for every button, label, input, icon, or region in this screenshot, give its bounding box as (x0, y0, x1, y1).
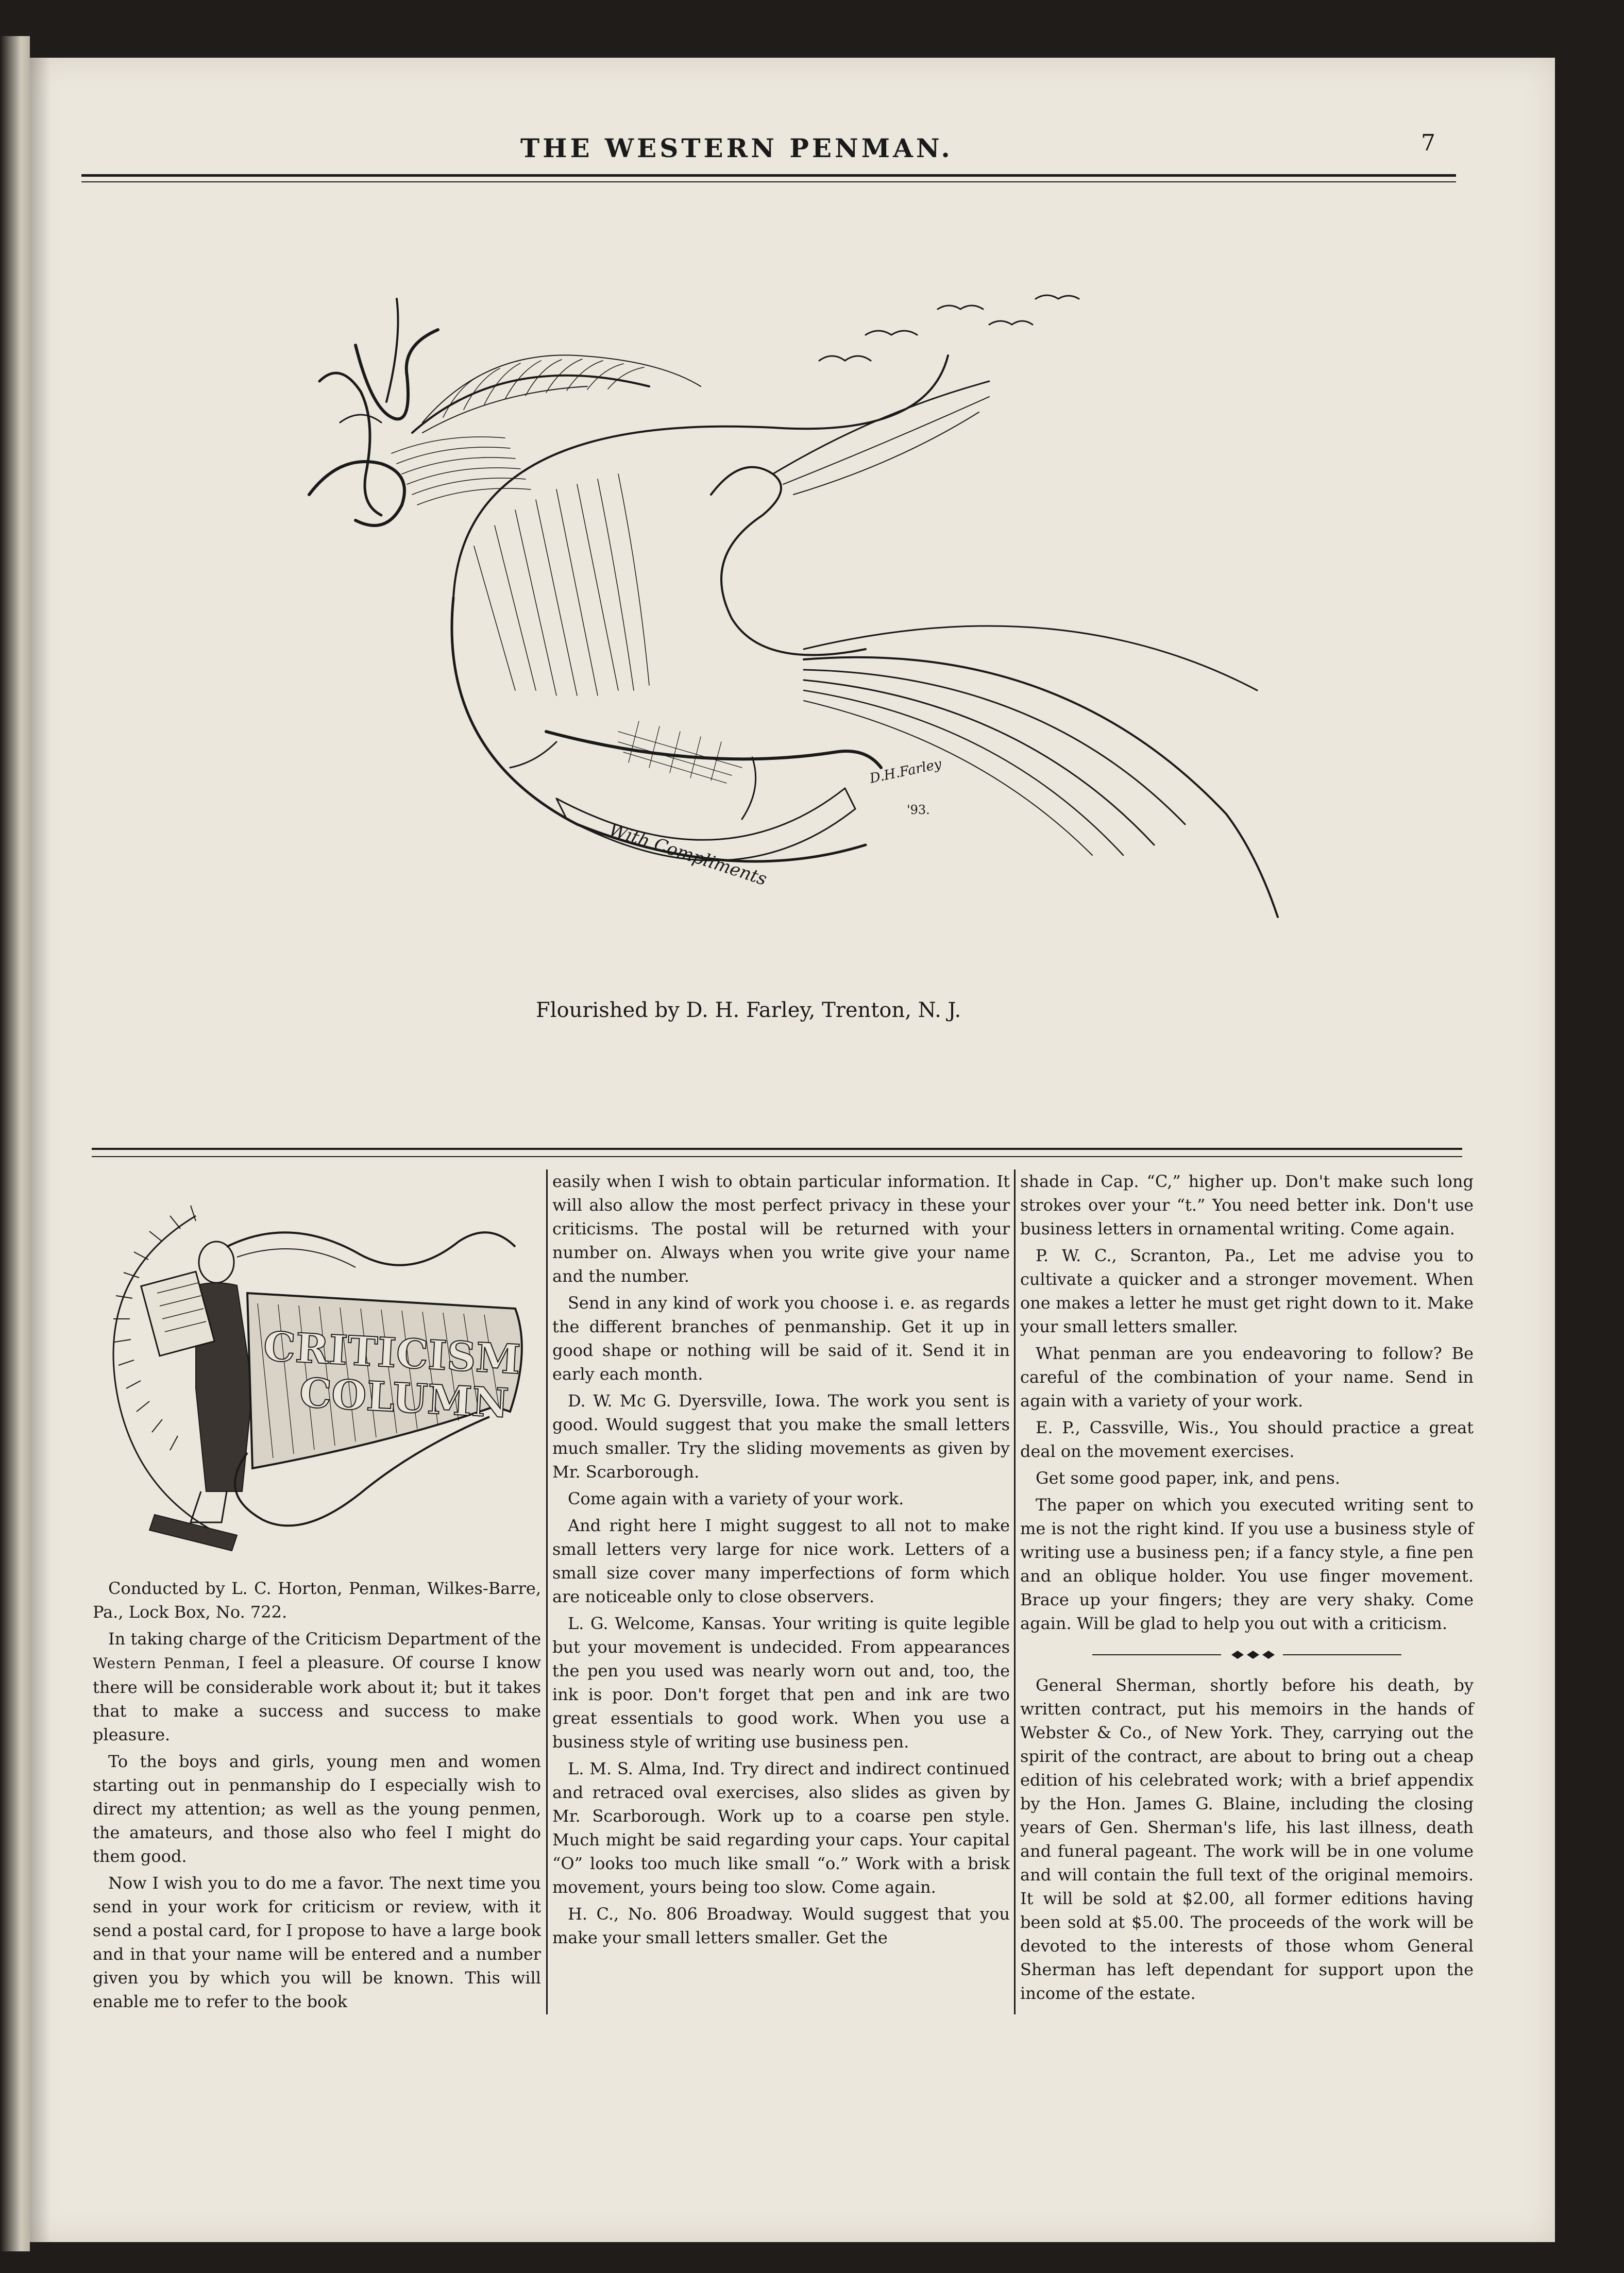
col1-p1: Conducted by L. C. Horton, Penman, Wilkes-Barre, Pa., Lock Box, No. 722. (93, 1579, 541, 1622)
bird-flourish-illustration (289, 278, 1283, 989)
column-divider-1 (546, 1169, 548, 2014)
header-rule-thick (81, 174, 1456, 177)
col3-p3: What penman are you endeavoring to follow? Be careful of the combination of your name. Send in again with a variety of your work. (1020, 1344, 1474, 1411)
criticism-column-logo (93, 1185, 536, 1561)
page-number: 7 (1421, 130, 1435, 156)
header-title: THE WESTERN PENMAN. (520, 133, 953, 163)
banner-text: With Compliments (606, 819, 770, 890)
col1-p2-pre: In taking charge of the Criticism Department of the (108, 1629, 541, 1649)
col1-p4: Now I wish you to do me a favor. The next time you send in your work for criticism or review, with it send a postal card, for I propose to have a large book and in that your name will be entered and a number given you by which you will be known. This will enable me to refer to the book (93, 1873, 541, 2011)
column-2 (552, 1169, 1010, 1953)
column-divider-2 (1014, 1169, 1016, 2014)
artist-signature: D.H.Farley (868, 756, 943, 787)
col2-p5: And right here I might suggest to all not to make small letters very large for nice work. Letters of a small size cover many imperfections of form which are noticeable only to close observers. (552, 1516, 1010, 1606)
col3-p4: E. P., Cassville, Wis., You should practice a great deal on the movement exercises. (1020, 1418, 1474, 1461)
illustration-caption: Flourished by D. H. Farley, Trenton, N. J. (536, 998, 961, 1022)
col1-p2 (93, 1627, 541, 1746)
col1-p3: To the boys and girls, young men and women starting out in penmanship do I especially wish to direct my attention; as well as the young penmen, the amateurs, and those also who feel I might do them good. (93, 1752, 541, 1866)
col2-p4: Come again with a variety of your work. (568, 1489, 904, 1508)
col2-p1: easily when I wish to obtain particular information. It will also allow the most perfect privacy in these your criticisms. The postal will be returned with your number on. Always when you write give your name and the number. (552, 1172, 1010, 1286)
section-rule-thin (92, 1156, 1462, 1157)
artist-year: '93. (907, 803, 930, 817)
col1-p2-magazine-name: Western Penman (93, 1655, 226, 1672)
col2-p3: D. W. Mc G. Dyersville, Iowa. The work you sent is good. Would suggest that you make the small letters much smaller. Try the sliding movements as given by Mr. Scarborough. (552, 1391, 1010, 1482)
col3-p2: P. W. C., Scranton, Pa., Let me advise you to cultivate a quicker and a stronger movement. When one makes a letter he must get right down to it. Make your small letters smaller. (1020, 1246, 1474, 1336)
column-3 (1020, 1169, 1474, 1638)
col1-p2-post: , I feel a pleasure. Of course I know there will be considerable work about it; but it takes that to make a success and success to make pleasure. (93, 1653, 541, 1744)
col3-p5: Get some good paper, ink, and pens. (1036, 1468, 1340, 1488)
col2-p2: Send in any kind of work you choose i. e. as regards the different branches of penmanship. Get it up in good shape or nothing will be said of it. Send it in early each month. (552, 1293, 1010, 1384)
section-rule-thick (92, 1148, 1462, 1150)
col3-p7: General Sherman, shortly before his death, by written contract, put his memoirs in the hands of Webster & Co., of New York. They, carrying out the spirit of the contract, are about to bring out a cheap edition of his celebrated work; with a brief appendix by the Hon. James G. Blaine, including the closing years of Gen. Sherman's life, his last illness, death and funeral pageant. The work will be in one volume and will contain the full text of the original memoirs. It will be sold at $2.00, all former editions having been sold at $5.00. The proceeds of the work will be devoted to the interests of those whom General Sherman has left dependant for support upon the income of the estate. (1020, 1675, 1474, 2003)
col2-p7: L. M. S. Alma, Ind. Try direct and indirect continued and retraced oval exercises, also slides as given by Mr. Scarborough. Work up to a coarse pen style. Much might be said regarding your caps. Your capital “O” looks too much like small “o.” Work with a brisk movement, yours being too slow. Come again. (552, 1759, 1010, 1897)
col2-p6: L. G. Welcome, Kansas. Your writing is quite legible but your movement is undecided. From appearances the pen you used was nearly worn out and, too, the ink is poor. Don't forget that pen and ink are two great essentials to good work. When you use a business style of writing use business pen. (552, 1614, 1010, 1752)
column-3-sherman-article (1020, 1673, 1474, 2008)
spine-shadow (30, 58, 50, 2242)
header-rule-thin (81, 181, 1456, 182)
col3-p1: shade in Cap. “C,” higher up. Don't make such long strokes over your “t.” You need better ink. Don't use business letters in ornamental writing. Come again. (1020, 1172, 1474, 1239)
col3-p6: The paper on which you executed writing sent to me is not the right kind. If you use a business style of writing use a business pen; if a fancy style, a fine pen and an oblique holder. You use finger movement. Brace up your fingers; they are very shaky. Come again. Will be glad to help you out with a criticism. (1020, 1495, 1474, 1633)
logo-line2: COLUMN (298, 1369, 510, 1428)
previous-page-edge (0, 36, 30, 2251)
column-1 (93, 1576, 541, 2016)
logo-line1: CRITICISM (262, 1323, 522, 1384)
col2-p8: H. C., No. 806 Broadway. Would suggest that you make your small letters smaller. Get the (552, 1904, 1010, 1947)
section-ornament (1092, 1649, 1401, 1661)
